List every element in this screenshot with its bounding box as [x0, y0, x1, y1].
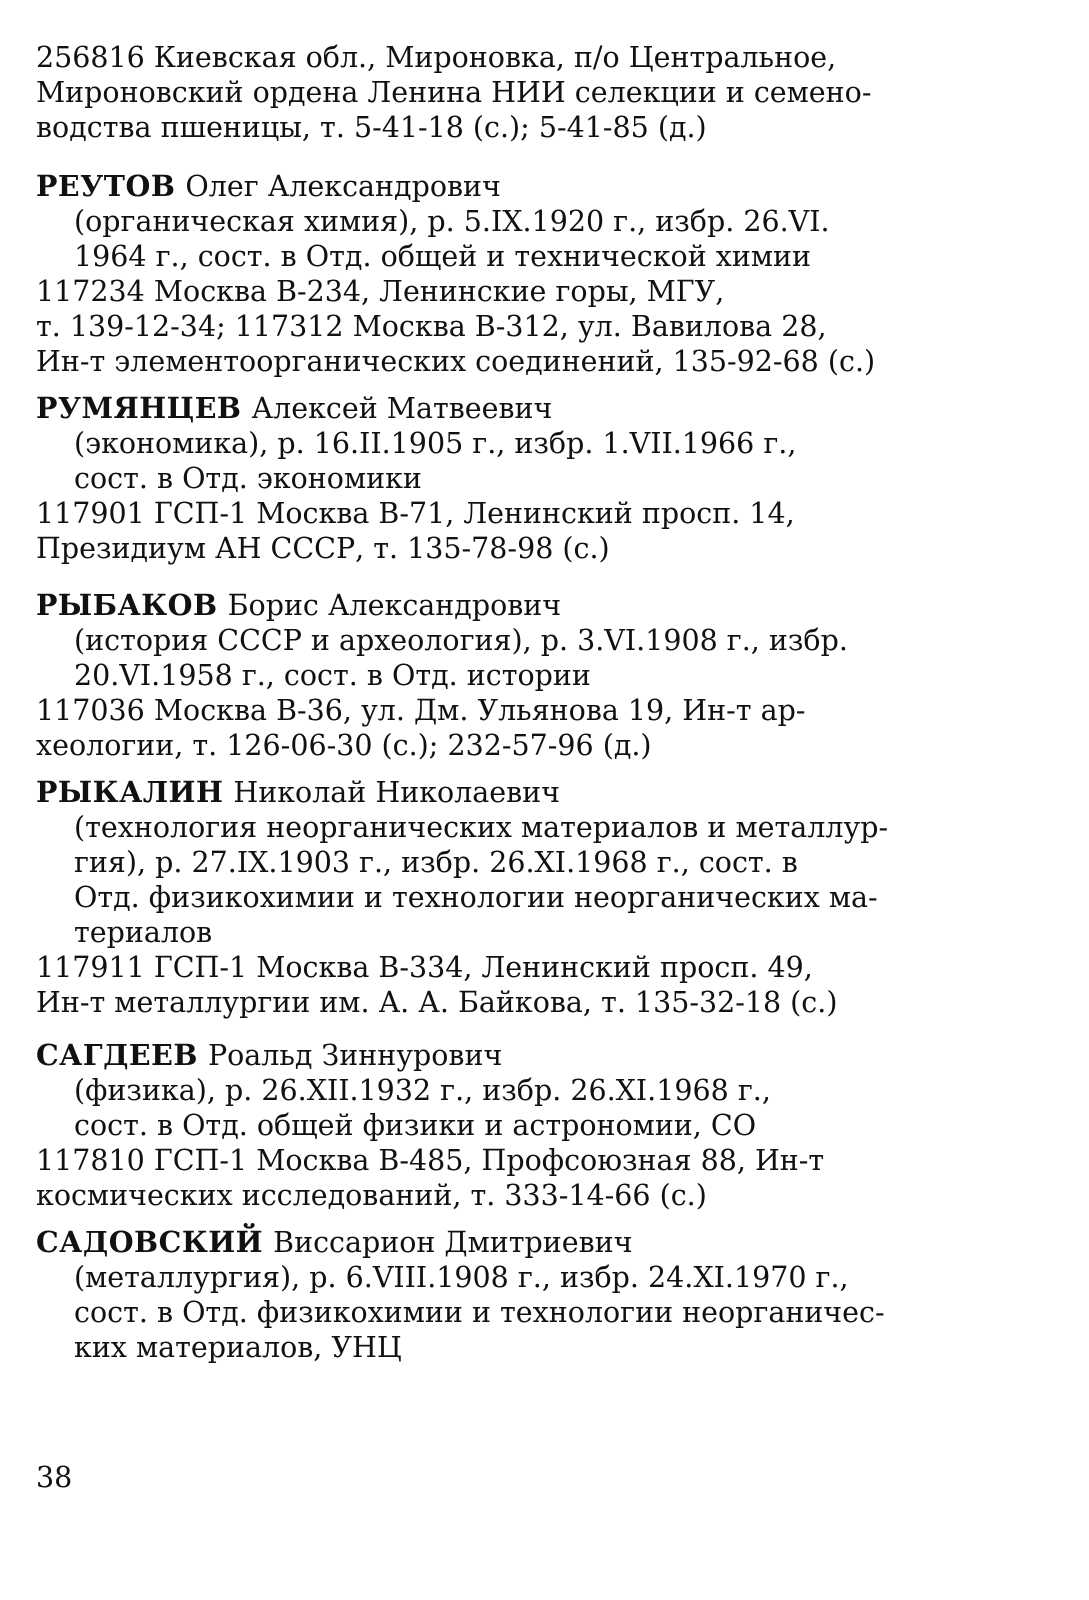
- entry-info-line: 20.VI.1958 г., сост. в Отд. истории: [74, 659, 591, 692]
- entry-info-line: сост. в Отд. экономики: [74, 462, 422, 495]
- entry-given-name: Николай Николаевич: [233, 776, 561, 809]
- entry-address-line: Ин-т элементоорганических соединений, 135-92-68 (с.): [36, 345, 876, 378]
- entry-address-line: Президиум АН СССР, т. 135-78-98 (с.): [36, 532, 610, 565]
- intro-address-line: Мироновский ордена Ленина НИИ селекции и семено-: [36, 76, 872, 109]
- entry-head: [36, 169, 1004, 204]
- entry-info: [36, 1073, 1004, 1143]
- entry-address-line: космических исследований, т. 333-14-66 (с.): [36, 1179, 707, 1212]
- intro-address-line: 256816 Киевская обл., Мироновка, п/о Центральное,: [36, 41, 837, 74]
- entry-info: [36, 623, 1004, 693]
- entry-rybakov: [36, 588, 1004, 763]
- entry-info-line: сост. в Отд. общей физики и астрономии, СО: [74, 1109, 757, 1142]
- entry-given-name: Борис Александрович: [227, 589, 562, 622]
- entry-info-line: гия), р. 27.IX.1903 г., избр. 26.XI.1968 г., сост. в: [74, 846, 798, 879]
- entry-head: [36, 391, 1004, 426]
- entry-info-line: (технология неорганических материалов и металлур-: [74, 811, 889, 844]
- entry-info-line: (физика), р. 26.XII.1932 г., избр. 26.XI.1968 г.,: [74, 1074, 771, 1107]
- entry-reutov: [36, 169, 1004, 379]
- entry-surname: САГДЕЕВ: [36, 1038, 198, 1072]
- entry-surname: САДОВСКИЙ: [36, 1225, 264, 1259]
- entry-info-line: (история СССР и археология), р. 3.VI.1908 г., избр.: [74, 624, 848, 657]
- entry-info: [36, 1260, 1004, 1365]
- entry-info-line: (экономика), р. 16.II.1905 г., избр. 1.VII.1966 г.,: [74, 427, 797, 460]
- entry-head: [36, 588, 1004, 623]
- entry-surname: РУМЯНЦЕВ: [36, 391, 242, 425]
- entry-address: [36, 274, 1004, 379]
- entry-surname: РЫБАКОВ: [36, 588, 218, 622]
- entry-address: [36, 693, 1004, 763]
- entry-info: [36, 426, 1004, 496]
- entry-surname: РЫКАЛИН: [36, 775, 224, 809]
- entry-address-line: 117911 ГСП-1 Москва В-334, Ленинский просп. 49,: [36, 951, 813, 984]
- page-number: 38: [36, 1461, 73, 1494]
- entry-info: [36, 204, 1004, 274]
- entry-sadovsky: [36, 1225, 1004, 1365]
- entry-info-line: сост. в Отд. физикохимии и технологии неорганичес-: [74, 1296, 885, 1329]
- entry-address-line: 117234 Москва В-234, Ленинские горы, МГУ,: [36, 275, 725, 308]
- entry-address: [36, 1143, 1004, 1213]
- entry-sagdeev: [36, 1038, 1004, 1213]
- entry-head: [36, 775, 1004, 810]
- entry-head: [36, 1225, 1004, 1260]
- entry-info-line: 1964 г., сост. в Отд. общей и технической химии: [74, 240, 811, 273]
- entry-address-line: т. 139-12-34; 117312 Москва В-312, ул. Вавилова 28,: [36, 310, 827, 343]
- intro-address-line: водства пшеницы, т. 5-41-18 (с.); 5-41-85 (д.): [36, 111, 707, 144]
- entry-address-line: 117901 ГСП-1 Москва В-71, Ленинский просп. 14,: [36, 497, 795, 530]
- entry-address-line: Ин-т металлургии им. А. А. Байкова, т. 135-32-18 (с.): [36, 986, 838, 1019]
- entry-info-line: ких материалов, УНЦ: [74, 1331, 402, 1364]
- entry-info-line: (металлургия), р. 6.VIII.1908 г., избр. 24.XI.1970 г.,: [74, 1261, 849, 1294]
- entry-info-line: (органическая химия), р. 5.IX.1920 г., избр. 26.VI.: [74, 205, 830, 238]
- entry-given-name: Алексей Матвеевич: [251, 392, 553, 425]
- entry-rykalin: [36, 775, 1004, 1020]
- entry-given-name: Олег Александрович: [185, 170, 501, 203]
- entry-rumyantsev: [36, 391, 1004, 566]
- entry-info-line: териалов: [74, 916, 213, 949]
- entry-given-name: Роальд Зиннурович: [207, 1039, 503, 1072]
- entry-surname: РЕУТОВ: [36, 169, 176, 203]
- entry-address-line: хеологии, т. 126-06-30 (с.); 232-57-96 (д.): [36, 729, 652, 762]
- entry-info: [36, 810, 1004, 950]
- intro-address: [36, 40, 1004, 145]
- entry-head: [36, 1038, 1004, 1073]
- entry-given-name: Виссарион Дмитриевич: [273, 1226, 633, 1259]
- entry-address-line: 117036 Москва В-36, ул. Дм. Ульянова 19, Ин-т ар-: [36, 694, 806, 727]
- directory-page: [36, 40, 1004, 1365]
- entry-address: [36, 950, 1004, 1020]
- entry-address-line: 117810 ГСП-1 Москва В-485, Профсоюзная 88, Ин-т: [36, 1144, 825, 1177]
- entry-info-line: Отд. физикохимии и технологии неорганических ма-: [74, 881, 878, 914]
- entry-address: [36, 496, 1004, 566]
